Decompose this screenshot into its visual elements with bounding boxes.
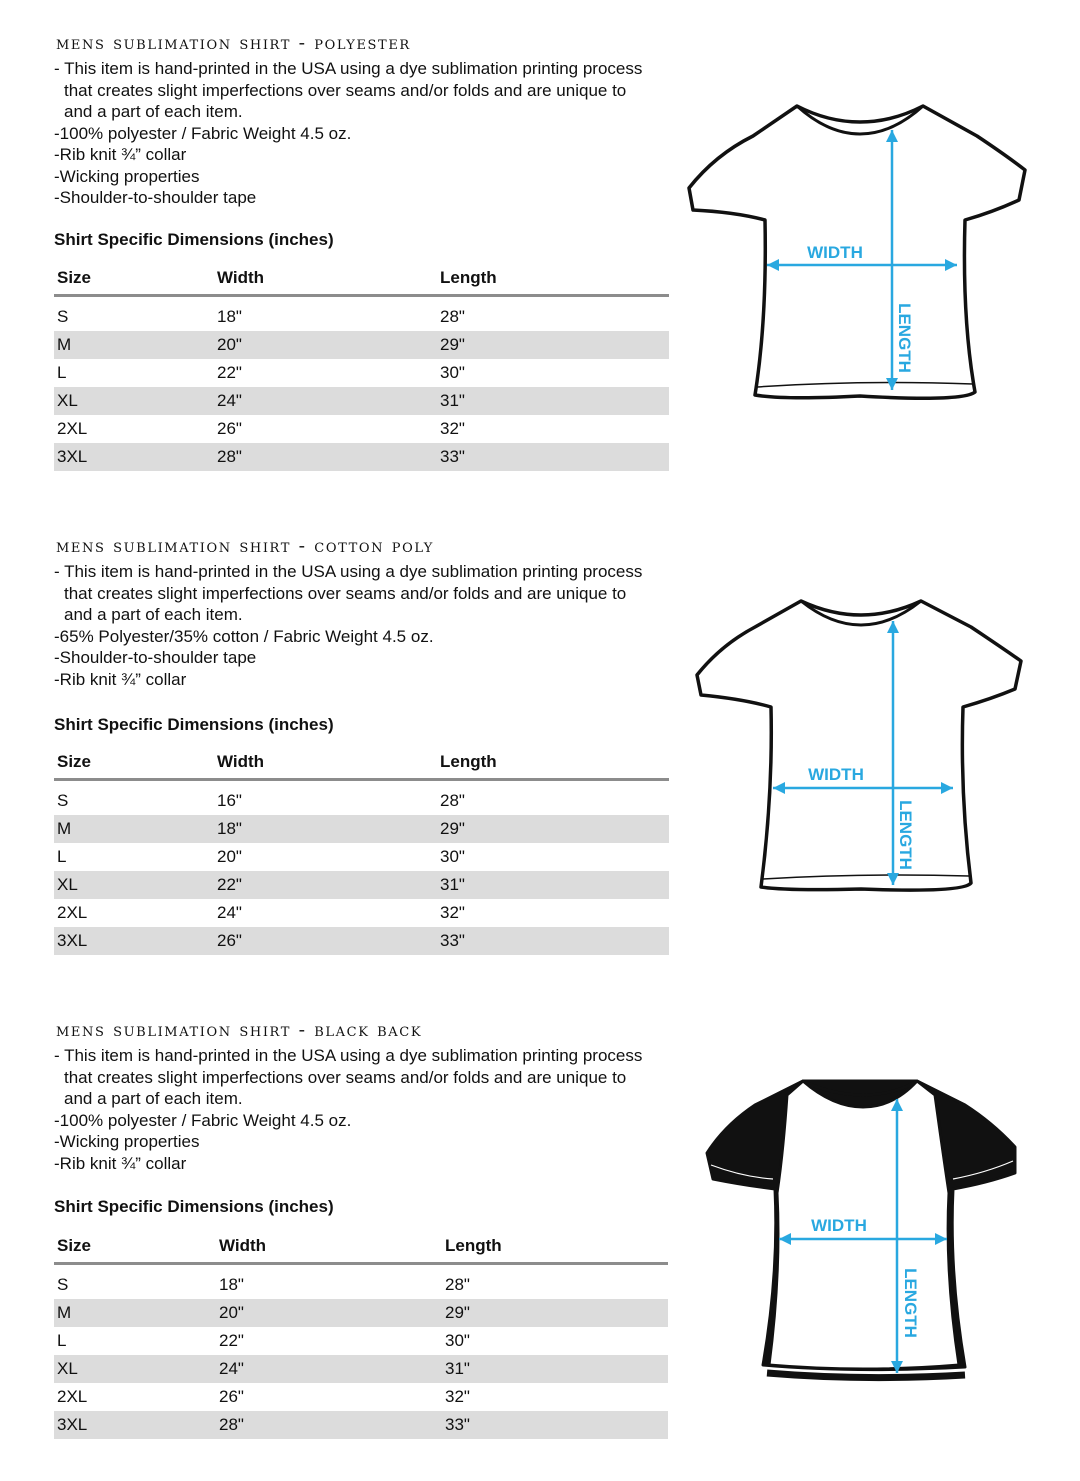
length-cell: 33": [442, 1411, 668, 1439]
column-header-length: Length: [437, 745, 669, 780]
length-cell: 32": [445, 1387, 470, 1406]
spec-item: -Shoulder-to-shoulder tape: [54, 188, 257, 207]
width-label: WIDTH: [807, 243, 863, 262]
length-cell: 28": [440, 307, 465, 326]
column-header-size: Size: [54, 261, 214, 296]
shirt-outline: [697, 601, 1021, 890]
spec-item: -Shoulder-to-shoulder tape: [54, 648, 257, 667]
hem-line: [767, 1373, 965, 1378]
length-cell: 32": [440, 419, 465, 438]
table-row: [54, 1411, 668, 1439]
table-row: [54, 927, 669, 955]
length-cell: 31": [442, 1355, 668, 1383]
table-row: [54, 815, 669, 843]
table-row: [54, 899, 669, 927]
length-cell: 32": [440, 903, 465, 922]
size-cell: 3XL: [54, 443, 214, 471]
table-row: [54, 1383, 668, 1411]
size-cell: XL: [54, 1355, 216, 1383]
table-row: [54, 871, 669, 899]
spec-item: -Rib knit ¾” collar: [54, 669, 187, 689]
table-row: [54, 443, 669, 471]
width-cell: 20": [214, 331, 437, 359]
size-cell: 3XL: [54, 1411, 216, 1439]
width-cell: 26": [214, 927, 437, 955]
size-cell: M: [54, 1299, 216, 1327]
width-cell: 20": [217, 847, 242, 866]
size-table: [54, 745, 669, 955]
width-cell: 22": [219, 1331, 244, 1350]
length-cell: 31": [437, 871, 669, 899]
spec-item: - This item is hand-printed in the USA using a dye sublimation printing process that creates slight imperfections over seams and/or folds and are unique to and a part of each item.: [54, 59, 643, 121]
width-cell: 16": [217, 791, 242, 810]
size-cell: 2XL: [57, 419, 88, 438]
length-cell: 28": [445, 1275, 470, 1294]
table-header-row: [54, 1229, 668, 1264]
spec-item: -Rib knit ¾” collar: [54, 145, 187, 164]
width-cell: 22": [214, 871, 437, 899]
width-cell: 26": [219, 1387, 244, 1406]
column-header-size: Size: [54, 1229, 216, 1264]
size-table: [54, 261, 669, 471]
column-header-length: Length: [437, 261, 669, 296]
length-label: LENGTH: [895, 303, 914, 373]
width-cell: 18": [219, 1275, 244, 1294]
table-header-row: [54, 261, 669, 296]
size-cell: M: [54, 815, 214, 843]
spec-list: [54, 1045, 674, 1174]
size-cell: XL: [54, 387, 214, 415]
length-cell: 31": [437, 387, 669, 415]
size-cell: 2XL: [57, 1387, 88, 1406]
length-cell: 33": [437, 927, 669, 955]
size-cell: 2XL: [57, 903, 88, 922]
dimensions-title: Shirt Specific Dimensions (inches): [54, 715, 334, 734]
size-cell: S: [57, 791, 69, 810]
spec-item: -65% Polyester/35% cotton / Fabric Weight 4.5 oz.: [54, 626, 434, 646]
table-row: [54, 331, 669, 359]
shirt-diagram: [693, 595, 1033, 905]
width-label: WIDTH: [808, 765, 864, 784]
width-cell: 24": [216, 1355, 442, 1383]
dimensions-title: Shirt Specific Dimensions (inches): [54, 1197, 334, 1216]
size-cell: L: [57, 1331, 67, 1350]
size-cell: 3XL: [54, 927, 214, 955]
shirt-diagram-black-back: [703, 1073, 1023, 1393]
size-cell: M: [54, 331, 214, 359]
width-cell: 24": [214, 387, 437, 415]
length-cell: 30": [445, 1331, 470, 1350]
size-cell: XL: [54, 871, 214, 899]
length-label: LENGTH: [896, 800, 915, 870]
spec-list: [54, 58, 674, 209]
size-cell: S: [57, 307, 69, 326]
section-title: mens sublimation shirt - cotton poly: [56, 535, 434, 557]
table-row: [54, 387, 669, 415]
length-cell: 28": [440, 791, 465, 810]
length-cell: 30": [440, 363, 465, 382]
column-header-width: Width: [216, 1229, 442, 1264]
dimensions-title: Shirt Specific Dimensions (inches): [54, 230, 334, 249]
size-cell: S: [57, 1275, 69, 1294]
width-label: WIDTH: [811, 1216, 867, 1235]
table-row: [54, 1327, 668, 1355]
length-cell: 33": [437, 443, 669, 471]
length-cell: 29": [437, 815, 669, 843]
size-cell: L: [57, 847, 67, 866]
spec-item: - This item is hand-printed in the USA using a dye sublimation printing process that creates slight imperfections over seams and/or folds and are unique to and a part of each item.: [54, 1046, 643, 1108]
section-title: mens sublimation shirt - black back: [56, 1019, 423, 1041]
column-header-length: Length: [442, 1229, 668, 1264]
table-row: [54, 1355, 668, 1383]
width-cell: 28": [216, 1411, 442, 1439]
spec-item: -Rib knit ¾” collar: [54, 1153, 187, 1173]
column-header-size: Size: [54, 745, 214, 780]
width-cell: 28": [214, 443, 437, 471]
width-cell: 20": [216, 1299, 442, 1327]
width-cell: 24": [217, 903, 242, 922]
spec-item: -100% polyester / Fabric Weight 4.5 oz.: [54, 123, 352, 143]
length-cell: 30": [440, 847, 465, 866]
size-cell: L: [57, 363, 67, 382]
table-row: [54, 1299, 668, 1327]
length-label: LENGTH: [901, 1268, 920, 1338]
spec-item: - This item is hand-printed in the USA using a dye sublimation printing process that creates slight imperfections over seams and/or folds and are unique to and a part of each item.: [54, 562, 643, 624]
length-cell: 29": [437, 331, 669, 359]
column-header-width: Width: [214, 745, 437, 780]
table-row: [54, 359, 669, 387]
column-header-width: Width: [214, 261, 437, 296]
spec-item: -Wicking properties: [54, 166, 200, 186]
table-row: [54, 303, 669, 331]
spec-item: -Wicking properties: [54, 1132, 200, 1151]
spec-item: -100% polyester / Fabric Weight 4.5 oz.: [54, 1110, 352, 1130]
table-row: [54, 415, 669, 443]
spec-list: [54, 561, 674, 690]
table-row: [54, 787, 669, 815]
table-row: [54, 843, 669, 871]
table-header-row: [54, 745, 669, 780]
width-cell: 18": [214, 815, 437, 843]
section-title: mens sublimation shirt - polyester: [56, 32, 411, 54]
width-cell: 22": [217, 363, 242, 382]
width-cell: 26": [217, 419, 242, 438]
width-cell: 18": [217, 307, 242, 326]
shirt-diagram: [685, 100, 1035, 440]
size-table: [54, 1229, 668, 1439]
table-row: [54, 1271, 668, 1299]
length-cell: 29": [442, 1299, 668, 1327]
